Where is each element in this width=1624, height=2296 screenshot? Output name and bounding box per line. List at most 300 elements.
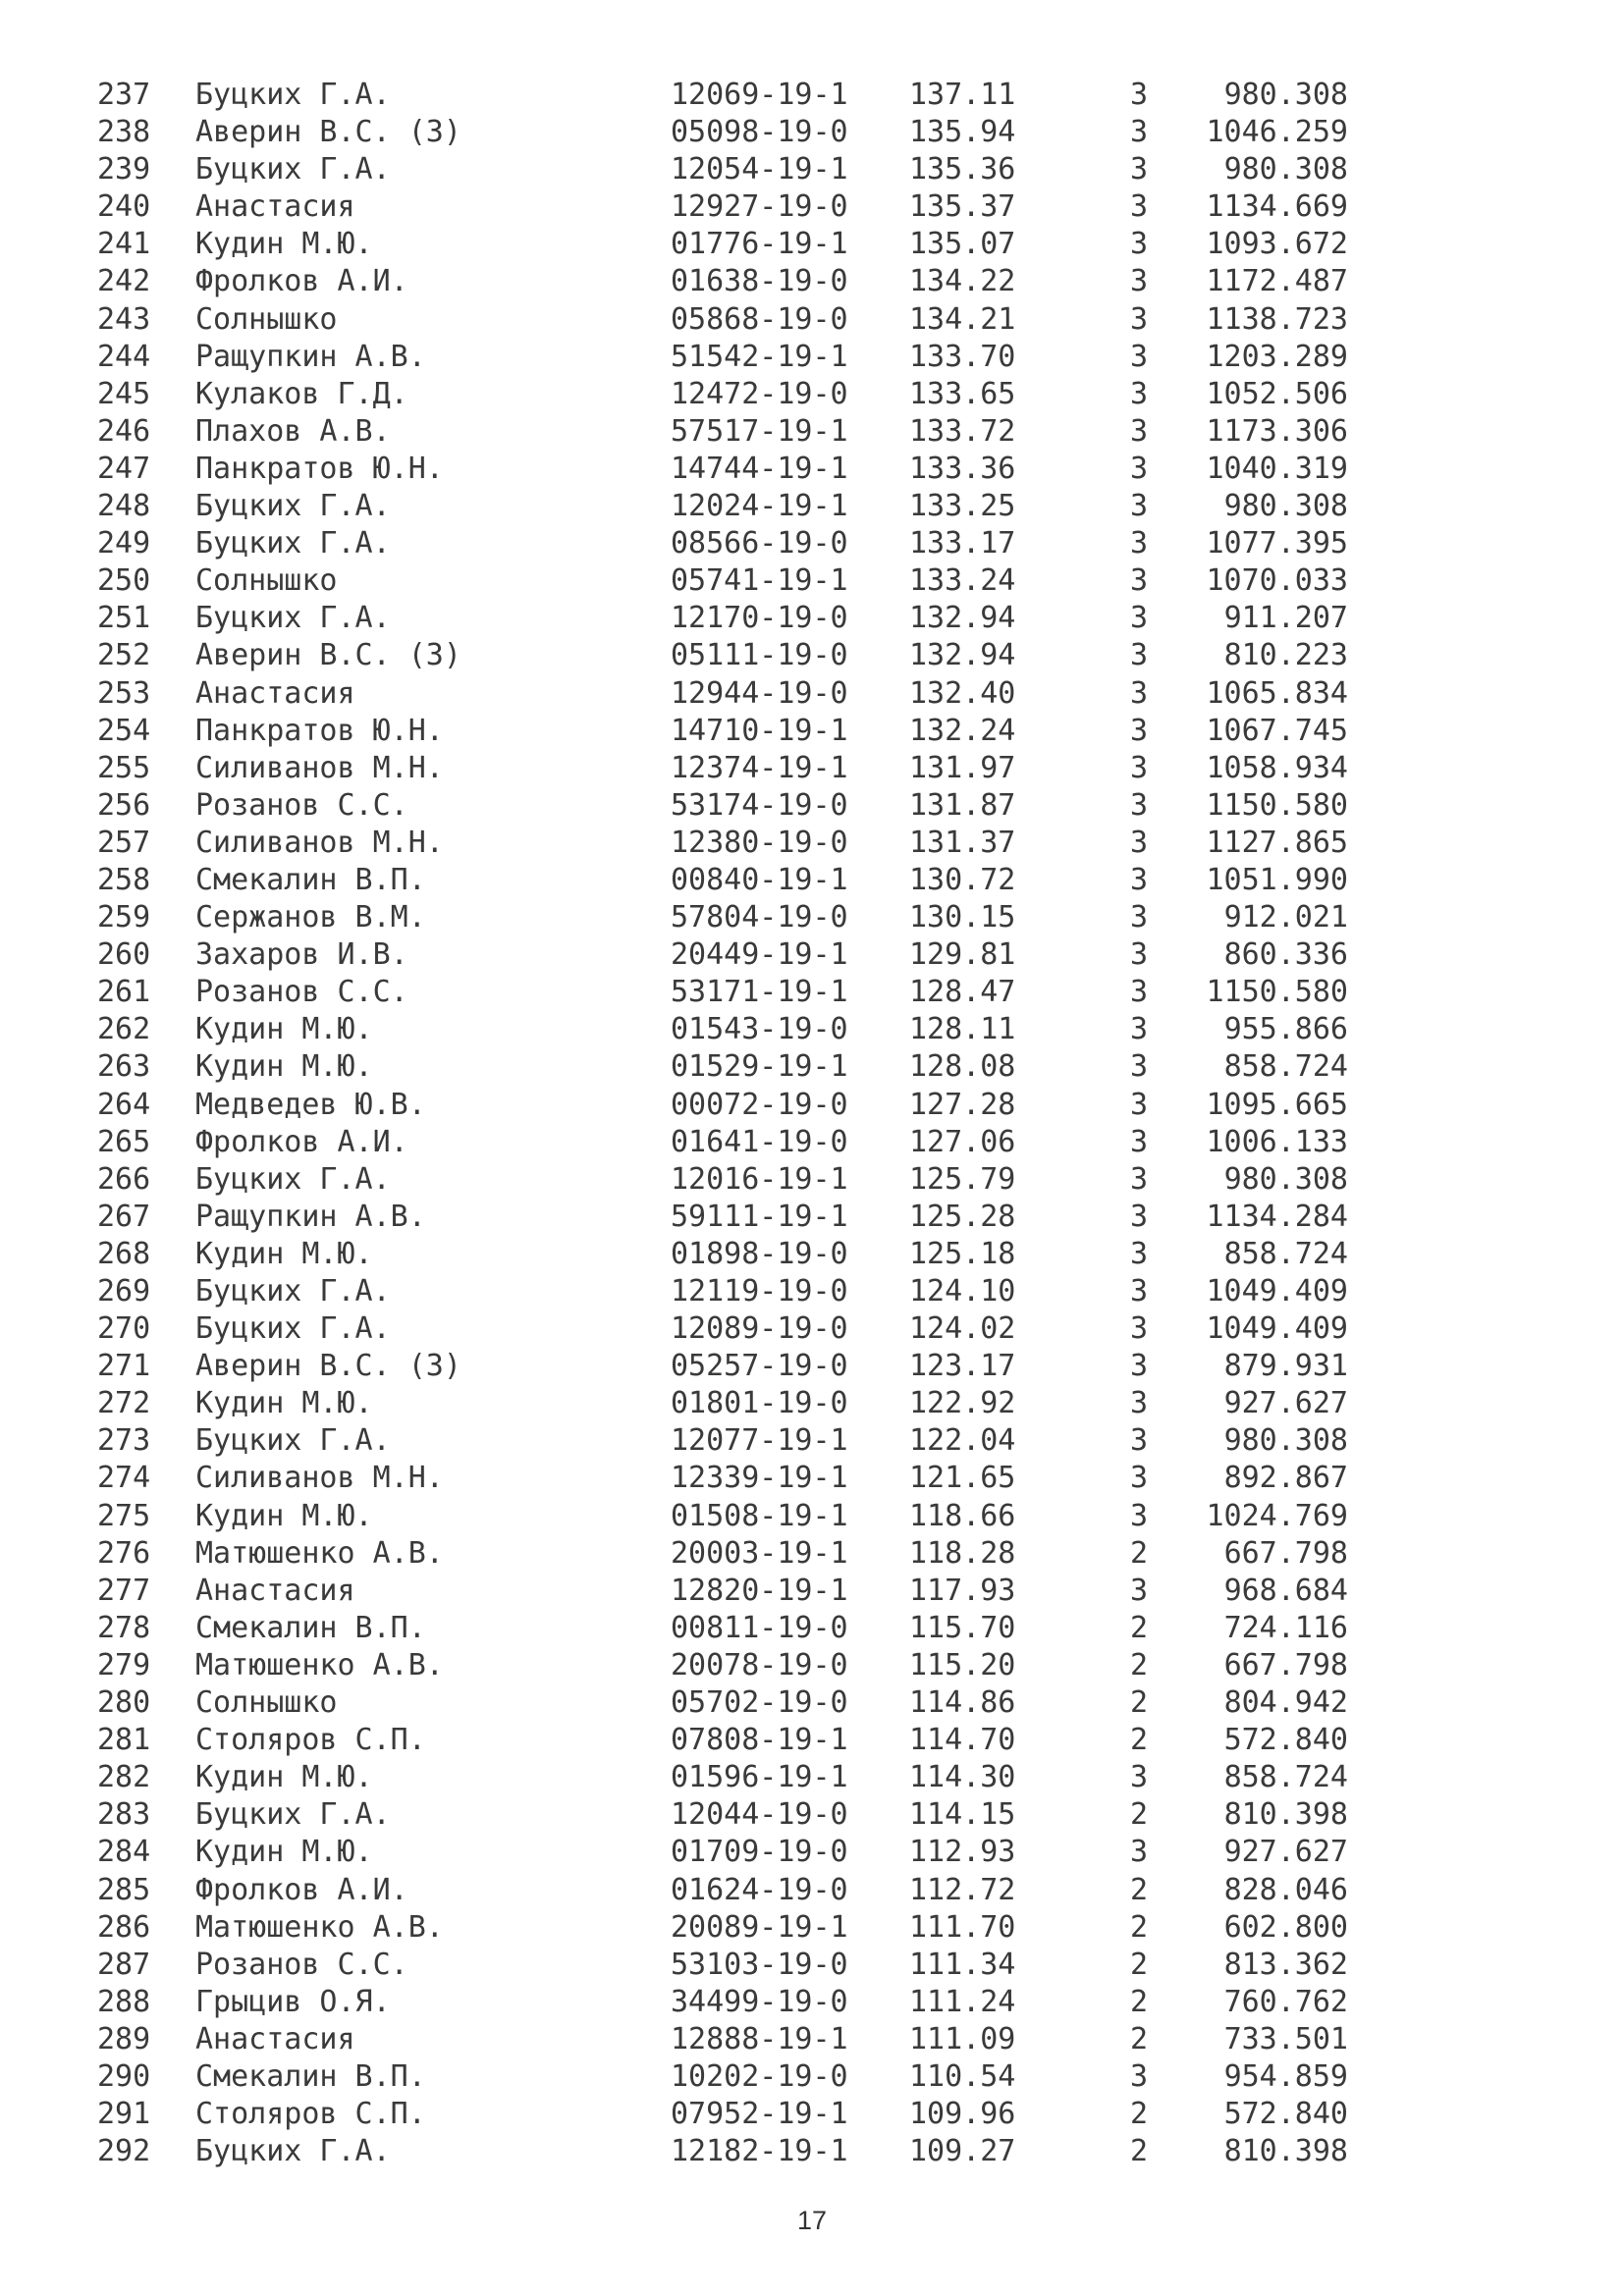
- ring-code: 20003-19-1: [671, 1535, 848, 1571]
- row-number: 290: [97, 2058, 151, 2094]
- table-row: [0, 1124, 1624, 1161]
- table-row: [0, 600, 1624, 637]
- row-number: 260: [97, 937, 151, 973]
- total-value: 810.398: [1223, 1797, 1348, 1833]
- score-value: 135.37: [909, 189, 1016, 225]
- table-row: [0, 2058, 1624, 2096]
- table-row: [0, 787, 1624, 825]
- class-value: 3: [1130, 1573, 1149, 1608]
- ring-code: 00072-19-0: [671, 1087, 848, 1122]
- score-value: 125.79: [909, 1161, 1016, 1197]
- row-number: 282: [97, 1760, 151, 1795]
- participant-name: Кудин М.Ю.: [195, 1835, 373, 1870]
- row-number: 239: [97, 152, 151, 187]
- table-row: [0, 750, 1624, 787]
- ring-code: 57804-19-0: [671, 900, 848, 935]
- row-number: 242: [97, 264, 151, 299]
- ring-code: 01638-19-0: [671, 264, 848, 299]
- participant-name: Плахов А.В.: [195, 413, 391, 449]
- score-value: 117.93: [909, 1573, 1016, 1608]
- ring-code: 05868-19-0: [671, 301, 848, 337]
- ring-code: 53174-19-0: [671, 787, 848, 823]
- class-value: 3: [1130, 713, 1149, 748]
- ring-code: 01508-19-1: [671, 1498, 848, 1533]
- total-value: 810.223: [1223, 638, 1348, 673]
- score-value: 112.72: [909, 1872, 1016, 1907]
- total-value: 892.867: [1223, 1461, 1348, 1496]
- row-number: 251: [97, 601, 151, 636]
- total-value: 1040.319: [1206, 451, 1348, 486]
- score-value: 132.24: [909, 713, 1016, 748]
- total-value: 980.308: [1223, 1423, 1348, 1459]
- table-row: [0, 974, 1624, 1011]
- score-value: 133.25: [909, 489, 1016, 524]
- class-value: 3: [1130, 750, 1149, 785]
- score-value: 132.40: [909, 675, 1016, 711]
- participant-name: Захаров И.В.: [195, 937, 408, 973]
- ring-code: 01709-19-0: [671, 1835, 848, 1870]
- participant-name: Панкратов Ю.Н.: [195, 713, 444, 748]
- score-value: 114.70: [909, 1723, 1016, 1758]
- score-value: 114.86: [909, 1685, 1016, 1721]
- table-row: [0, 77, 1624, 114]
- row-number: 287: [97, 1947, 151, 1982]
- score-value: 122.04: [909, 1423, 1016, 1459]
- table-row: [0, 1048, 1624, 1086]
- table-row: [0, 488, 1624, 525]
- score-value: 132.94: [909, 638, 1016, 673]
- ring-code: 12089-19-0: [671, 1311, 848, 1347]
- total-value: 968.684: [1223, 1573, 1348, 1608]
- class-value: 3: [1130, 900, 1149, 935]
- participant-name: Солнышко: [195, 563, 338, 599]
- total-value: 667.798: [1223, 1535, 1348, 1571]
- ring-code: 53171-19-1: [671, 975, 848, 1010]
- score-value: 114.15: [909, 1797, 1016, 1833]
- row-number: 237: [97, 78, 151, 112]
- total-value: 733.501: [1223, 2021, 1348, 2056]
- class-value: 3: [1130, 1461, 1149, 1496]
- row-number: 246: [97, 413, 151, 449]
- ring-code: 14744-19-1: [671, 451, 848, 486]
- score-value: 134.22: [909, 264, 1016, 299]
- row-number: 278: [97, 1610, 151, 1645]
- row-number: 284: [97, 1835, 151, 1870]
- total-value: 879.931: [1223, 1349, 1348, 1384]
- class-value: 2: [1130, 1947, 1149, 1982]
- score-value: 133.65: [909, 376, 1016, 411]
- row-number: 270: [97, 1311, 151, 1347]
- total-value: 980.308: [1223, 489, 1348, 524]
- row-number: 264: [97, 1087, 151, 1122]
- class-value: 3: [1130, 1087, 1149, 1122]
- row-number: 267: [97, 1199, 151, 1234]
- score-value: 123.17: [909, 1349, 1016, 1384]
- score-value: 111.34: [909, 1947, 1016, 1982]
- participant-name: Столяров С.П.: [195, 1723, 426, 1758]
- total-value: 980.308: [1223, 152, 1348, 187]
- class-value: 3: [1130, 638, 1149, 673]
- total-value: 813.362: [1223, 1947, 1348, 1982]
- score-value: 135.07: [909, 227, 1016, 262]
- participant-name: Буцких Г.А.: [195, 489, 391, 524]
- total-value: 760.762: [1223, 1984, 1348, 2019]
- row-number: 245: [97, 376, 151, 411]
- score-value: 110.54: [909, 2058, 1016, 2094]
- class-value: 3: [1130, 413, 1149, 449]
- participant-name: Смекалин В.П.: [195, 862, 426, 897]
- ring-code: 12170-19-0: [671, 601, 848, 636]
- table-row: [0, 1422, 1624, 1460]
- score-value: 122.92: [909, 1386, 1016, 1421]
- ring-code: 20078-19-0: [671, 1647, 848, 1682]
- row-number: 265: [97, 1124, 151, 1159]
- participant-name: Грыцив О.Я.: [195, 1984, 391, 2019]
- table-row: [0, 2133, 1624, 2170]
- participant-name: Аверин В.С. (З): [195, 1349, 461, 1384]
- row-number: 238: [97, 115, 151, 150]
- ring-code: 05702-19-0: [671, 1685, 848, 1721]
- total-value: 927.627: [1223, 1835, 1348, 1870]
- score-value: 134.21: [909, 301, 1016, 337]
- class-value: 3: [1130, 787, 1149, 823]
- row-number: 280: [97, 1685, 151, 1721]
- total-value: 955.866: [1223, 1012, 1348, 1047]
- score-value: 114.30: [909, 1760, 1016, 1795]
- row-number: 274: [97, 1461, 151, 1496]
- class-value: 3: [1130, 339, 1149, 374]
- total-value: 1093.672: [1206, 227, 1348, 262]
- class-value: 3: [1130, 489, 1149, 524]
- ring-code: 12069-19-1: [671, 78, 848, 112]
- row-number: 261: [97, 975, 151, 1010]
- table-row: [0, 1310, 1624, 1348]
- class-value: 3: [1130, 1386, 1149, 1421]
- table-row: [0, 1684, 1624, 1722]
- ring-code: 12119-19-0: [671, 1274, 848, 1308]
- total-value: 828.046: [1223, 1872, 1348, 1907]
- total-value: 602.800: [1223, 1909, 1348, 1945]
- score-value: 127.28: [909, 1087, 1016, 1122]
- total-value: 858.724: [1223, 1760, 1348, 1795]
- table-row: [0, 151, 1624, 188]
- participant-name: Розанов С.С.: [195, 975, 408, 1010]
- row-number: 279: [97, 1647, 151, 1682]
- row-number: 248: [97, 489, 151, 524]
- ring-code: 01624-19-0: [671, 1872, 848, 1907]
- class-value: 3: [1130, 189, 1149, 225]
- table-row: [0, 1535, 1624, 1573]
- participant-name: Сержанов В.М.: [195, 900, 426, 935]
- ring-code: 01776-19-1: [671, 227, 848, 262]
- class-value: 3: [1130, 825, 1149, 860]
- ring-code: 53103-19-0: [671, 1947, 848, 1982]
- participant-name: Фролков А.И.: [195, 1872, 408, 1907]
- row-number: 255: [97, 750, 151, 785]
- ring-code: 20449-19-1: [671, 937, 848, 973]
- table-row: [0, 301, 1624, 339]
- total-value: 1203.289: [1206, 339, 1348, 374]
- participant-name: Панкратов Ю.Н.: [195, 451, 444, 486]
- ring-code: 12054-19-1: [671, 152, 848, 187]
- total-value: 1134.284: [1206, 1199, 1348, 1234]
- table-row: [0, 1385, 1624, 1422]
- ring-code: 08566-19-0: [671, 526, 848, 561]
- total-value: 1077.395: [1206, 526, 1348, 561]
- page-number: 17: [796, 2206, 828, 2235]
- class-value: 2: [1130, 1909, 1149, 1945]
- table-row: [0, 2096, 1624, 2133]
- table-row: [0, 562, 1624, 600]
- score-value: 115.70: [909, 1610, 1016, 1645]
- table-row: [0, 637, 1624, 674]
- total-value: 1049.409: [1206, 1274, 1348, 1308]
- table-row: [0, 713, 1624, 750]
- row-number: 292: [97, 2134, 151, 2169]
- participant-name: Солнышко: [195, 1685, 338, 1721]
- row-number: 247: [97, 451, 151, 486]
- participant-name: Матюшенко А.В.: [195, 1647, 444, 1682]
- ring-code: 59111-19-1: [671, 1199, 848, 1234]
- row-number: 283: [97, 1797, 151, 1833]
- total-value: 860.336: [1223, 937, 1348, 973]
- table-row: [0, 1460, 1624, 1497]
- class-value: 2: [1130, 2134, 1149, 2169]
- table-row: [0, 1348, 1624, 1385]
- table-row: [0, 2021, 1624, 2058]
- participant-name: Кудин М.Ю.: [195, 1049, 373, 1085]
- row-number: 259: [97, 900, 151, 935]
- class-value: 3: [1130, 264, 1149, 299]
- participant-name: Аверин В.С. (З): [195, 115, 461, 150]
- class-value: 3: [1130, 1498, 1149, 1533]
- ring-code: 10202-19-0: [671, 2058, 848, 2094]
- table-row: [0, 1759, 1624, 1796]
- participant-name: Кудин М.Ю.: [195, 1012, 373, 1047]
- class-value: 3: [1130, 1274, 1149, 1308]
- table-row: [0, 339, 1624, 376]
- score-value: 125.28: [909, 1199, 1016, 1234]
- score-value: 128.11: [909, 1012, 1016, 1047]
- participant-name: Буцких Г.А.: [195, 1311, 391, 1347]
- ring-code: 00840-19-1: [671, 862, 848, 897]
- score-value: 128.08: [909, 1049, 1016, 1085]
- ring-code: 12077-19-1: [671, 1423, 848, 1459]
- total-value: 927.627: [1223, 1386, 1348, 1421]
- total-value: 858.724: [1223, 1236, 1348, 1271]
- class-value: 3: [1130, 376, 1149, 411]
- ring-code: 12944-19-0: [671, 675, 848, 711]
- ring-code: 12182-19-1: [671, 2134, 848, 2169]
- total-value: 1150.580: [1206, 975, 1348, 1010]
- class-value: 3: [1130, 1349, 1149, 1384]
- class-value: 3: [1130, 601, 1149, 636]
- total-value: 1024.769: [1206, 1498, 1348, 1533]
- class-value: 3: [1130, 1423, 1149, 1459]
- class-value: 2: [1130, 1872, 1149, 1907]
- ring-code: 12927-19-0: [671, 189, 848, 225]
- participant-name: Медведев Ю.В.: [195, 1087, 426, 1122]
- table-row: [0, 376, 1624, 413]
- participant-name: Кудин М.Ю.: [195, 227, 373, 262]
- participant-name: Кудин М.Ю.: [195, 1386, 373, 1421]
- class-value: 2: [1130, 2097, 1149, 2132]
- row-number: 243: [97, 301, 151, 337]
- ring-code: 00811-19-0: [671, 1610, 848, 1645]
- participant-name: Буцких Г.А.: [195, 1161, 391, 1197]
- row-number: 289: [97, 2021, 151, 2056]
- row-number: 240: [97, 189, 151, 225]
- class-value: 2: [1130, 1685, 1149, 1721]
- total-value: 810.398: [1223, 2134, 1348, 2169]
- table-row: [0, 451, 1624, 488]
- participant-name: Анастасия: [195, 1573, 355, 1608]
- score-value: 131.97: [909, 750, 1016, 785]
- score-value: 130.15: [909, 900, 1016, 935]
- participant-name: Буцких Г.А.: [195, 1423, 391, 1459]
- ring-code: 12472-19-0: [671, 376, 848, 411]
- row-number: 258: [97, 862, 151, 897]
- table-row: [0, 1872, 1624, 1909]
- participant-name: Буцких Г.А.: [195, 78, 391, 112]
- class-value: 3: [1130, 152, 1149, 187]
- total-value: 858.724: [1223, 1049, 1348, 1085]
- score-value: 111.70: [909, 1909, 1016, 1945]
- participant-name: Силиванов М.Н.: [195, 1461, 444, 1496]
- class-value: 3: [1130, 2058, 1149, 2094]
- score-value: 133.36: [909, 451, 1016, 486]
- row-number: 285: [97, 1872, 151, 1907]
- row-number: 254: [97, 713, 151, 748]
- participant-name: Розанов С.С.: [195, 787, 408, 823]
- class-value: 2: [1130, 1535, 1149, 1571]
- table-row: [0, 1011, 1624, 1048]
- total-value: 1049.409: [1206, 1311, 1348, 1347]
- ring-code: 01596-19-1: [671, 1760, 848, 1795]
- row-number: 253: [97, 675, 151, 711]
- ring-code: 12339-19-1: [671, 1461, 848, 1496]
- total-value: 572.840: [1223, 2097, 1348, 2132]
- class-value: 2: [1130, 2021, 1149, 2056]
- class-value: 3: [1130, 937, 1149, 973]
- score-value: 109.96: [909, 2097, 1016, 2132]
- row-number: 291: [97, 2097, 151, 2132]
- participant-name: Фролков А.И.: [195, 264, 408, 299]
- class-value: 3: [1130, 1835, 1149, 1870]
- participant-name: Розанов С.С.: [195, 1947, 408, 1982]
- ring-code: 12380-19-0: [671, 825, 848, 860]
- participant-name: Буцких Г.А.: [195, 152, 391, 187]
- table-row: [0, 413, 1624, 451]
- participant-name: Буцких Г.А.: [195, 2134, 391, 2169]
- participant-name: Кудин М.Ю.: [195, 1236, 373, 1271]
- row-number: 276: [97, 1535, 151, 1571]
- total-value: 980.308: [1223, 1161, 1348, 1197]
- total-value: 1046.259: [1206, 115, 1348, 150]
- total-value: 1052.506: [1206, 376, 1348, 411]
- score-value: 115.20: [909, 1647, 1016, 1682]
- participant-name: Кудин М.Ю.: [195, 1760, 373, 1795]
- table-row: [0, 1199, 1624, 1236]
- row-number: 266: [97, 1161, 151, 1197]
- participant-name: Ращупкин А.В.: [195, 1199, 426, 1234]
- row-number: 244: [97, 339, 151, 374]
- row-number: 263: [97, 1049, 151, 1085]
- total-value: 912.021: [1223, 900, 1348, 935]
- score-value: 135.94: [909, 115, 1016, 150]
- ring-code: 05098-19-0: [671, 115, 848, 150]
- score-value: 109.27: [909, 2134, 1016, 2169]
- table-row: [0, 226, 1624, 263]
- ring-code: 01801-19-0: [671, 1386, 848, 1421]
- score-value: 128.47: [909, 975, 1016, 1010]
- class-value: 3: [1130, 563, 1149, 599]
- ring-code: 12820-19-1: [671, 1573, 848, 1608]
- table-row: [0, 1796, 1624, 1834]
- row-number: 241: [97, 227, 151, 262]
- ring-code: 51542-19-1: [671, 339, 848, 374]
- score-value: 132.94: [909, 601, 1016, 636]
- total-value: 954.859: [1223, 2058, 1348, 2094]
- class-value: 2: [1130, 1610, 1149, 1645]
- total-value: 1172.487: [1206, 264, 1348, 299]
- ring-code: 07808-19-1: [671, 1723, 848, 1758]
- class-value: 3: [1130, 1760, 1149, 1795]
- class-value: 3: [1130, 862, 1149, 897]
- table-row: [0, 1573, 1624, 1610]
- score-value: 130.72: [909, 862, 1016, 897]
- ring-code: 12044-19-0: [671, 1797, 848, 1833]
- ring-code: 05741-19-1: [671, 563, 848, 599]
- table-row: [0, 862, 1624, 899]
- table-row: [0, 525, 1624, 562]
- class-value: 2: [1130, 1984, 1149, 2019]
- row-number: 249: [97, 526, 151, 561]
- table-row: [0, 825, 1624, 862]
- participant-name: Анастасия: [195, 2021, 355, 2056]
- score-value: 133.70: [909, 339, 1016, 374]
- total-value: 572.840: [1223, 1723, 1348, 1758]
- table-row: [0, 1610, 1624, 1647]
- ring-code: 20089-19-1: [671, 1909, 848, 1945]
- class-value: 3: [1130, 1012, 1149, 1047]
- score-value: 131.37: [909, 825, 1016, 860]
- participant-name: Смекалин В.П.: [195, 2058, 426, 2094]
- total-value: 1173.306: [1206, 413, 1348, 449]
- class-value: 3: [1130, 975, 1149, 1010]
- total-value: 1134.669: [1206, 189, 1348, 225]
- ring-code: 12016-19-1: [671, 1161, 848, 1197]
- row-number: 256: [97, 787, 151, 823]
- participant-name: Анастасия: [195, 189, 355, 225]
- score-value: 125.18: [909, 1236, 1016, 1271]
- class-value: 3: [1130, 1124, 1149, 1159]
- ring-code: 12024-19-1: [671, 489, 848, 524]
- ring-code: 01529-19-1: [671, 1049, 848, 1085]
- score-value: 133.24: [909, 563, 1016, 599]
- class-value: 3: [1130, 675, 1149, 711]
- class-value: 3: [1130, 227, 1149, 262]
- row-number: 250: [97, 563, 151, 599]
- class-value: 3: [1130, 78, 1149, 112]
- participant-name: Столяров С.П.: [195, 2097, 426, 2132]
- row-number: 273: [97, 1423, 151, 1459]
- total-value: 1051.990: [1206, 862, 1348, 897]
- participant-name: Буцких Г.А.: [195, 1797, 391, 1833]
- class-value: 3: [1130, 1236, 1149, 1271]
- score-value: 124.02: [909, 1311, 1016, 1347]
- score-value: 135.36: [909, 152, 1016, 187]
